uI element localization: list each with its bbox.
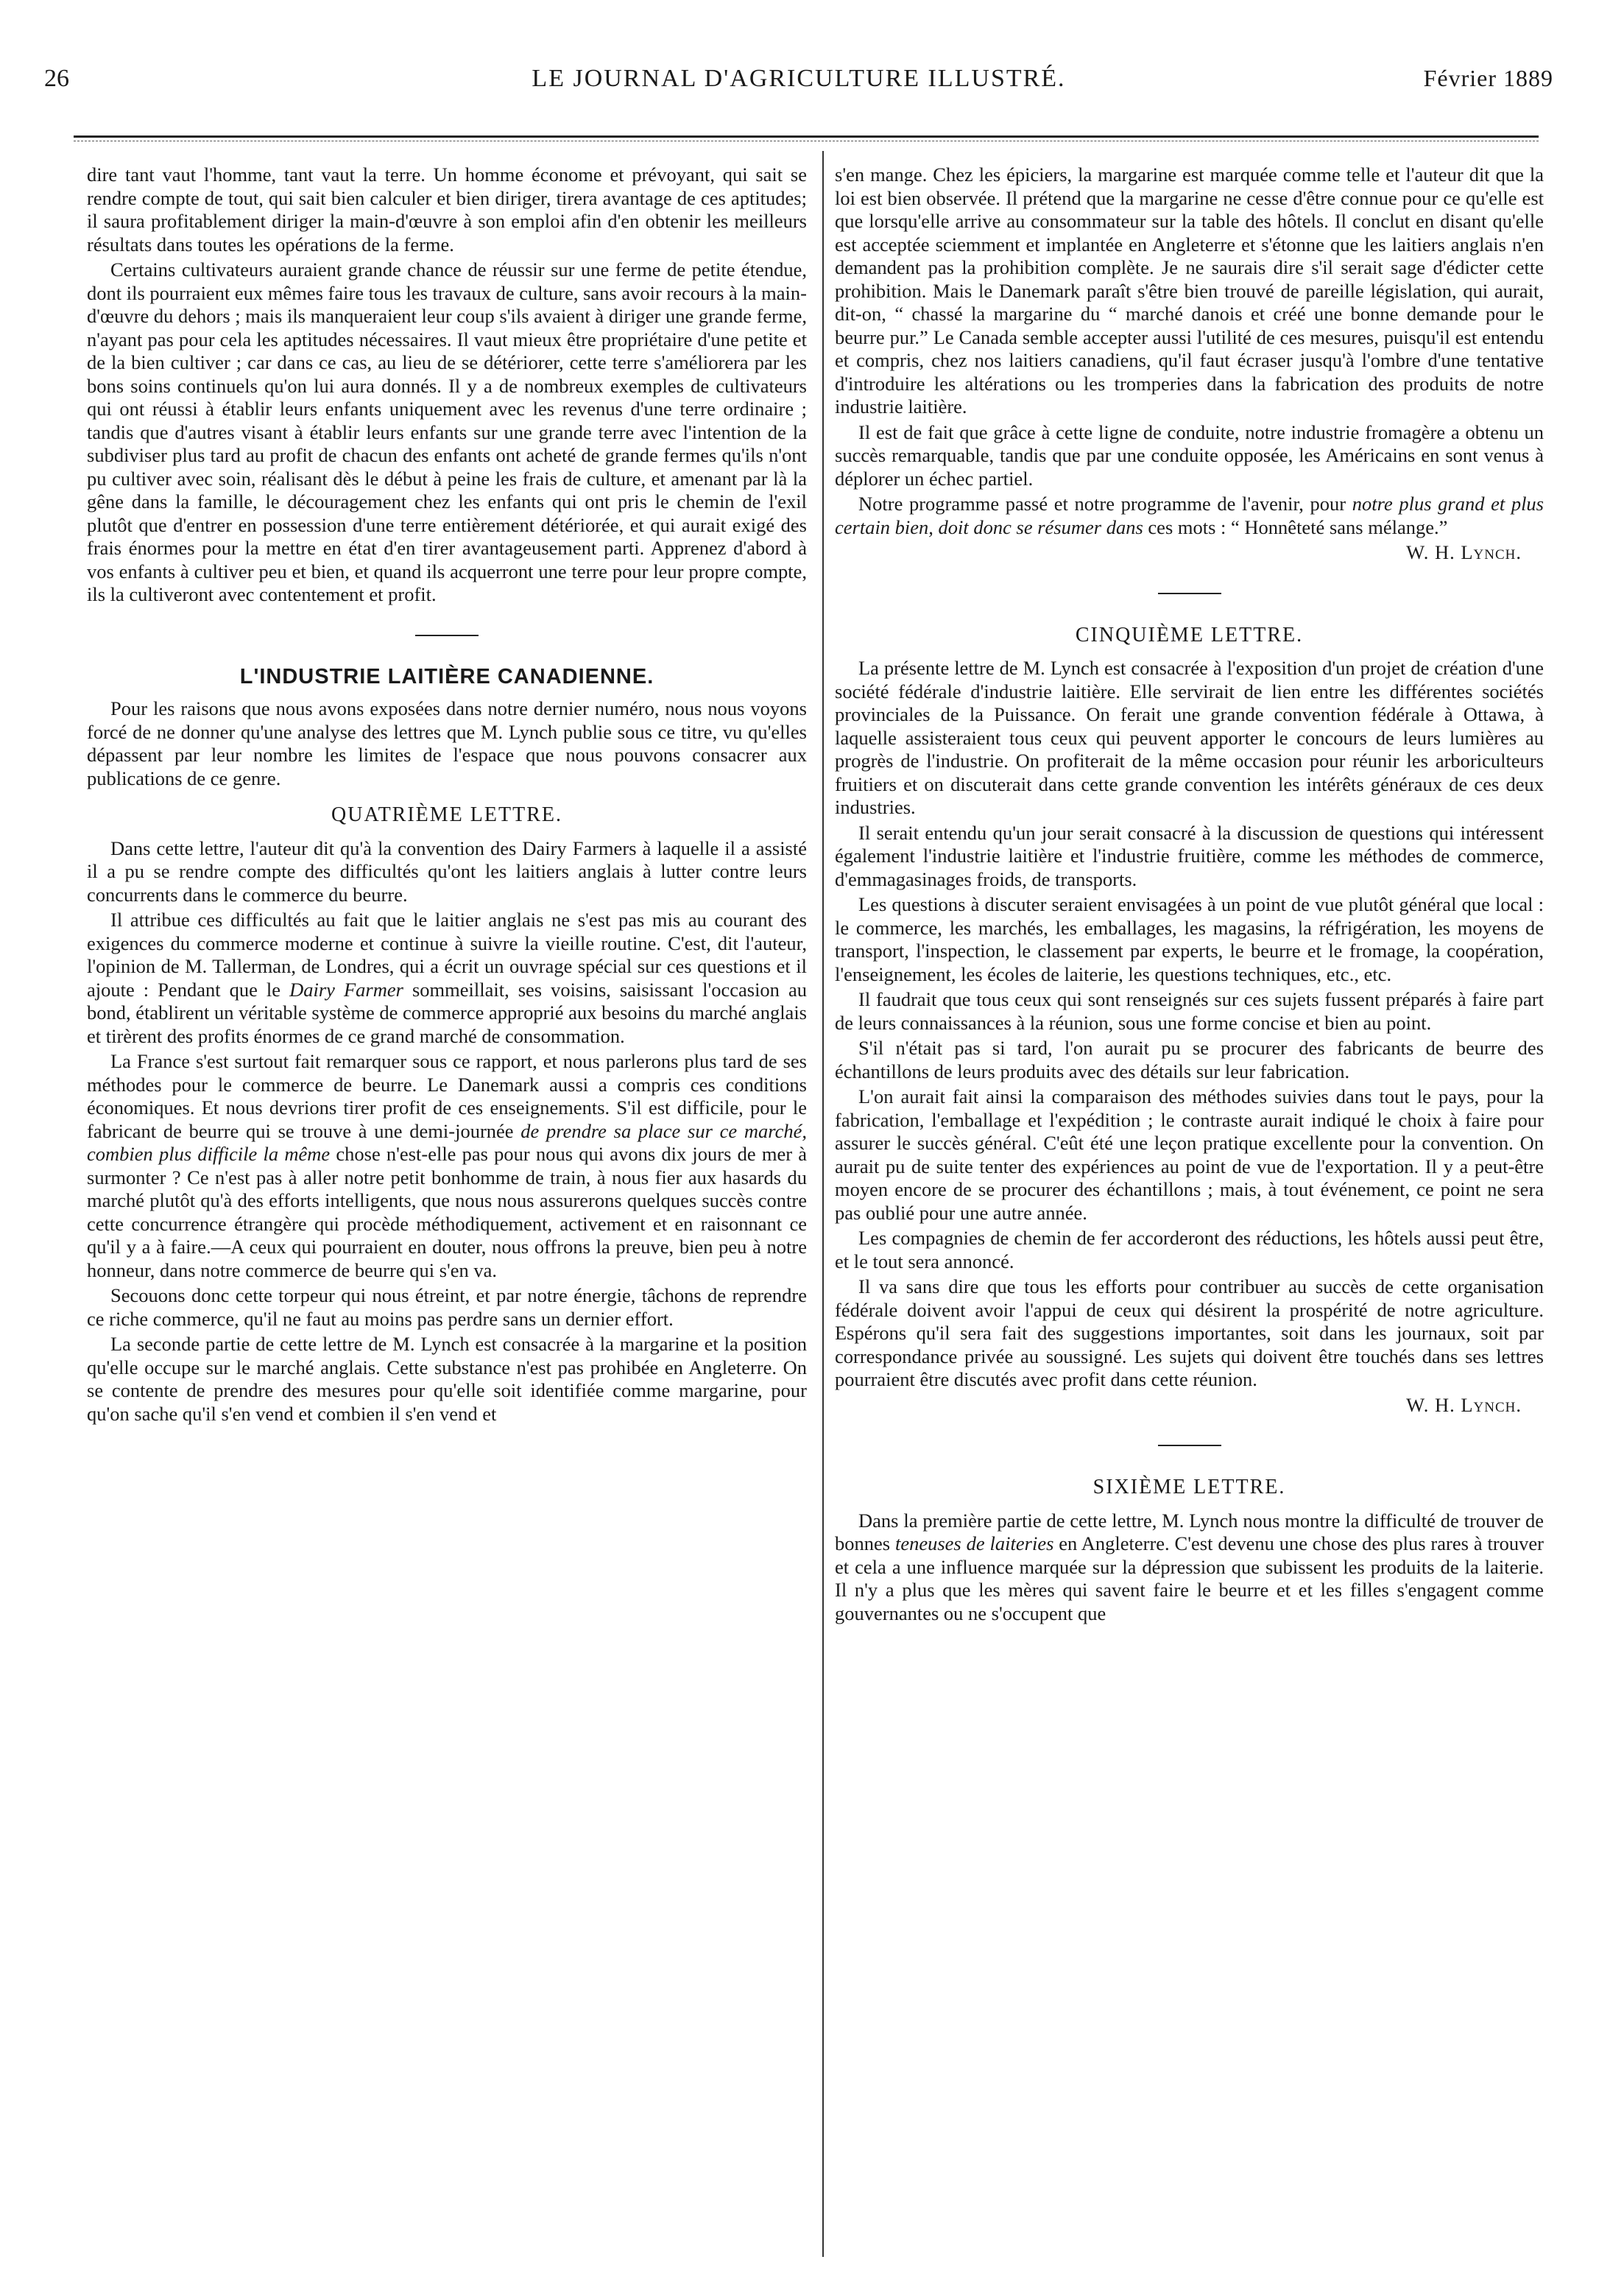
- page-header: [44, 65, 1553, 109]
- right-column: [835, 163, 1544, 1627]
- paragraph: Il est de fait que grâce à cette ligne de conduite, notre industrie fromagère a obtenu un succès remarquable, tandis que par une conduite opposée, les Américains en sont venus à déplorer un échec partiel.: [835, 420, 1544, 490]
- text-run: chose n'est-elle pas pour nous qui avons dix jours de mer à surmonter ? Ce n'est pas à aller notre petit bonhomme de train, à nous fier aux hasards du marché plutôt qu'à des efforts intelligents, que nous nous assurerons quelques succès contre cette concurrence étrangère qui procède méthodiquement, activement et en raisonnant ce qu'il y a à faire.—A ceux qui pourraient en douter, nous offrons la preuve, bien peu à notre honneur, dans notre commerce de beurre qui s'en va.: [87, 1143, 808, 1281]
- paragraph: La seconde partie de cette lettre de M. Lynch est consacrée à la margarine et la position qu'elle occupe sur le marché anglais. Cette substance n'est pas prohibée en Angleterre. On se contente de prendre des mesures pour qu'elle soit identifiée comme margarine, pour qu'on sache qu'il s'en vend et combien il s'en vend et: [87, 1333, 807, 1425]
- journal-title: LE JOURNAL D'AGRICULTURE ILLUSTRÉ.: [532, 65, 1066, 92]
- text-run: Il attribue ces difficultés au fait que le laitier anglais ne s'est pas mis au courant des exigences du commerce moderne et continue à suivre la vieille routine. C'est, dit l'auteur, l'opinion de M. Tallerman, de Londres, qui a écrit un ouvrage spécial sur ces questions et il ajoute : Pendant que le: [87, 909, 807, 1001]
- letter-title: QUATRIÈME LETTRE.: [331, 803, 562, 826]
- paragraph: s'en mange. Chez les épiciers, la margarine est marquée comme telle et l'auteur dit que la loi est bien observée. Il prétend que la margarine ne cesse d'être connue pour ce qu'elle est que lorsqu'elle arrive au consommateur sur la table des hôtels. Il conclut en disant qu'elle est acceptée sciemment et implantée en Angleterre et s'étonne que les laitiers anglais n'en demandent pas la prohibition complète. Je ne saurais dire s'il serait sage d'édicter cette prohibition. Mais le Danemark paraît s'être bien trouvé de pareille législation, qui aurait, dit-on, “ chassé la margarine du “ marché danois et créé une bonne demande pour le beurre pur.” Le Canada semble accepter aussi l'utilité de ces mesures, puisqu'il est entendu et compris, chez nos laitiers canadiens, qu'il faut écraser jusqu'à l'ombre d'une tentative d'introduire les altérations ou les tromperies dans la fabrication des produits de notre industrie laitière.: [835, 163, 1544, 418]
- italic-text: teneuses de laiteries: [894, 1532, 1054, 1554]
- paragraph: [87, 1050, 807, 1282]
- issue-date: Février 1889: [1423, 65, 1553, 91]
- section-separator: [1158, 1445, 1221, 1446]
- text-run: sommeillait, ses voisins, saisissant l'occasion au bond, établirent un véritable système de commerce approprié aux besoins du marché anglais et tirèrent des profits énormes de ce grand marché de consommation.: [87, 978, 807, 1047]
- italic-text: notre plus grand et plus certain bien, doit donc se résumer dans: [835, 493, 1544, 538]
- paragraph: Les compagnies de chemin de fer accorderont des réductions, les hôtels aussi peut être, et le tout sera annoncé.: [835, 1227, 1544, 1272]
- left-column: [87, 163, 807, 1428]
- header-rule: [74, 135, 1539, 138]
- paragraph: Les questions à discuter seraient envisagées à un point de vue plutôt général que local : le commerce, les marchés, les emballages, les magasins, la réfrigération, les moyens de transport, l'inspection, le classement par experts, le beurre et le fromage, la coopération, l'enseignement, les écoles de laiterie, les questions techniques, etc., etc.: [835, 893, 1544, 985]
- text-run: La France s'est surtout fait remarquer sous ce rapport, et nous parlerons plus tard de ses méthodes pour le commerce de beurre. Le Danemark aussi a compris ces conditions économiques. Et nous devrions tirer profit de ces enseignements. S'il est difficile, pour le fabricant de beurre qui se trouve à une demi-journée: [87, 1050, 807, 1142]
- paragraph: [835, 1510, 1544, 1626]
- paragraph: Secouons donc cette torpeur qui nous étreint, et par notre énergie, tâchons de reprendre ce riche commerce, qu'il ne faut au moins pas perdre sans un dernier effort.: [87, 1284, 807, 1330]
- text-run: ces mots : “ Honnêteté sans mélange.”: [1143, 515, 1448, 538]
- page-number: 26: [44, 65, 69, 92]
- paragraph: dire tant vaut l'homme, tant vaut la terre. Un homme économe et prévoyant, qui sait se rendre compte de tout, qui sait bien calculer et bien diriger, tirera avantage de ces aptitudes; il saura profitablement diriger la main-d'œuvre à son emploi afin d'en obtenir les meilleurs résultats dans toutes les opérations de la ferme.: [87, 163, 807, 256]
- paragraph: L'on aurait fait ainsi la comparaison des méthodes suivies dans tout le pays, pour la fabrication, l'emballage et l'expédition ; le contraste aurait indiqué le choix à faire pour assurer le succès général. C'eût été une leçon pratique excellente pour la convention. On aurait pu de suite tenter des expériences au point de vue de l'exportation. Il y a peut-être moyen encore de se procurer des échantillons ; mais, à tout événement, ce point ne sera pas oublié pour une autre année.: [835, 1085, 1544, 1224]
- paragraph: La présente lettre de M. Lynch est consacrée à l'exposition d'un projet de création d'une société fédérale d'industrie laitière. Elle servirait de lien entre les différentes sociétés provinciales de la Puissance. On ferait une grande convention fédérale à Ottawa, à laquelle assisteraient tous ceux qui peuvent apporter le concours de leurs lumières au progrès de l'industrie. On profiterait de la même occasion pour réunir les arboriculteurs fruitiers et on discuterait dans cette grande convention les intérêts généraux de ces deux industries.: [835, 657, 1544, 818]
- paragraph: [87, 909, 807, 1048]
- paragraph: S'il n'était pas si tard, l'on aurait pu se procurer des fabricants de beurre des échantillons de leurs produits avec des détails sur leur fabrication.: [835, 1037, 1544, 1082]
- paragraph: Pour les raisons que nous avons exposées dans notre dernier numéro, nous nous voyons forcé de ne donner qu'une analyse des lettres que M. Lynch publie sous ce titre, vu qu'elles dépassent par leur nombre les limites de l'espace que nous pouvons consacrer aux publications de ce genre.: [87, 697, 807, 789]
- italic-text: de prendre sa place sur ce marché, combien plus difficile la même: [87, 1119, 807, 1165]
- paragraph: Il faudrait que tous ceux qui sont renseignés sur ces sujets fussent préparés à faire part de leurs connaissances à la réunion, sous une forme concise et bien au point.: [835, 988, 1544, 1034]
- italic-text: Dairy Farmer: [289, 978, 403, 1001]
- signature: W. H. Lynch.: [1406, 1393, 1522, 1416]
- letter-title: CINQUIÈME LETTRE.: [1075, 623, 1304, 647]
- paragraph: [835, 493, 1544, 539]
- text-run: Notre programme passé et notre programme de l'avenir, pour: [858, 493, 1352, 515]
- paragraph: Il va sans dire que tous les efforts pour contribuer au succès de cette organisation fédérale doivent avoir l'appui de ceux qui désirent la prospérité de notre agriculture. Espérons qu'il sera fait des suggestions importantes, soit dans les journaux, soit par correspondance privée au soussigné. Les sujets qui doivent être touchés dans ses lettres pourraient être discutés avec profit dans cette réunion.: [835, 1275, 1544, 1390]
- text-run: Dans la première partie de cette lettre, M. Lynch nous montre la difficulté de trouver de bonnes: [835, 1509, 1544, 1554]
- signature: W. H. Lynch.: [1406, 541, 1522, 563]
- column-divider: [822, 151, 824, 2257]
- paragraph: Certains cultivateurs auraient grande chance de réussir sur une ferme de petite étendue, dont ils pourraient eux mêmes faire tous les travaux de culture, sans avoir recours à la main-d'œuvre du dehors ; mais ils manqueraient leur coup s'ils avaient à diriger une grande ferme, n'ayant pas pour cela les aptitudes nécessaires. Il vaut mieux être propriétaire d'une petite et de la bien cultiver ; car dans ce cas, au lieu de se détériorer, cette terre s'améliorera par les bons soins continuels qu'on lui aura donnés. Il y a de nombreux exemples de cultivateurs qui ont réussi à établir leurs enfants uniquement avec les revenus d'une terre ordinaire ; tandis que d'autres visant à établir leurs enfants sur une grande terre avec l'intention de la subdiviser plus tard au profit de chacun des enfants ont acheté de grande fermes qu'ils n'ont pu cultiver avec soin, réalisant dès le début à peine les frais de culture, et amenant par là la gêne dans la famille, le découragement chez les enfants qui ont pris le chemin de l'exil plutôt que d'entrer en possession d'une terre entièrement détériorée, et qui aurait exigé des frais énormes pour la mettre en état d'en tirer avantageusement parti. Apprenez d'abord à vos enfants à cultiver peu et bien, et quand ils acquerront une terre pour leur propre compte, ils la cultiveront avec contentement et profit.: [87, 258, 807, 605]
- section-separator: [415, 635, 479, 636]
- text-run: en Angleterre. C'est devenu une chose des plus rares à trouver et cela a une influence marquée sur la dépression que subissent les produits de la laiterie. Il n'y a plus que les mères qui savent faire le beurre et et les filles s'engagent comme gouvernantes ou ne s'occupent que: [835, 1532, 1544, 1624]
- section-title: L'INDUSTRIE LAITIÈRE CANADIENNE.: [239, 664, 654, 688]
- letter-title: SIXIÈME LETTRE.: [1092, 1476, 1286, 1498]
- paragraph: Il serait entendu qu'un jour serait consacré à la discussion de questions qui intéressent également l'industrie laitière et l'industrie fruitière, comme les méthodes de commerce, d'emmagasinages froids, de transports.: [835, 821, 1544, 890]
- section-separator: [1158, 593, 1221, 594]
- paragraph: Dans cette lettre, l'auteur dit qu'à la convention des Dairy Farmers à laquelle il a assisté il a pu se rendre compte des difficultés qu'ont les laitiers anglais à lutter contre leurs concurrents dans le commerce du beurre.: [87, 836, 807, 906]
